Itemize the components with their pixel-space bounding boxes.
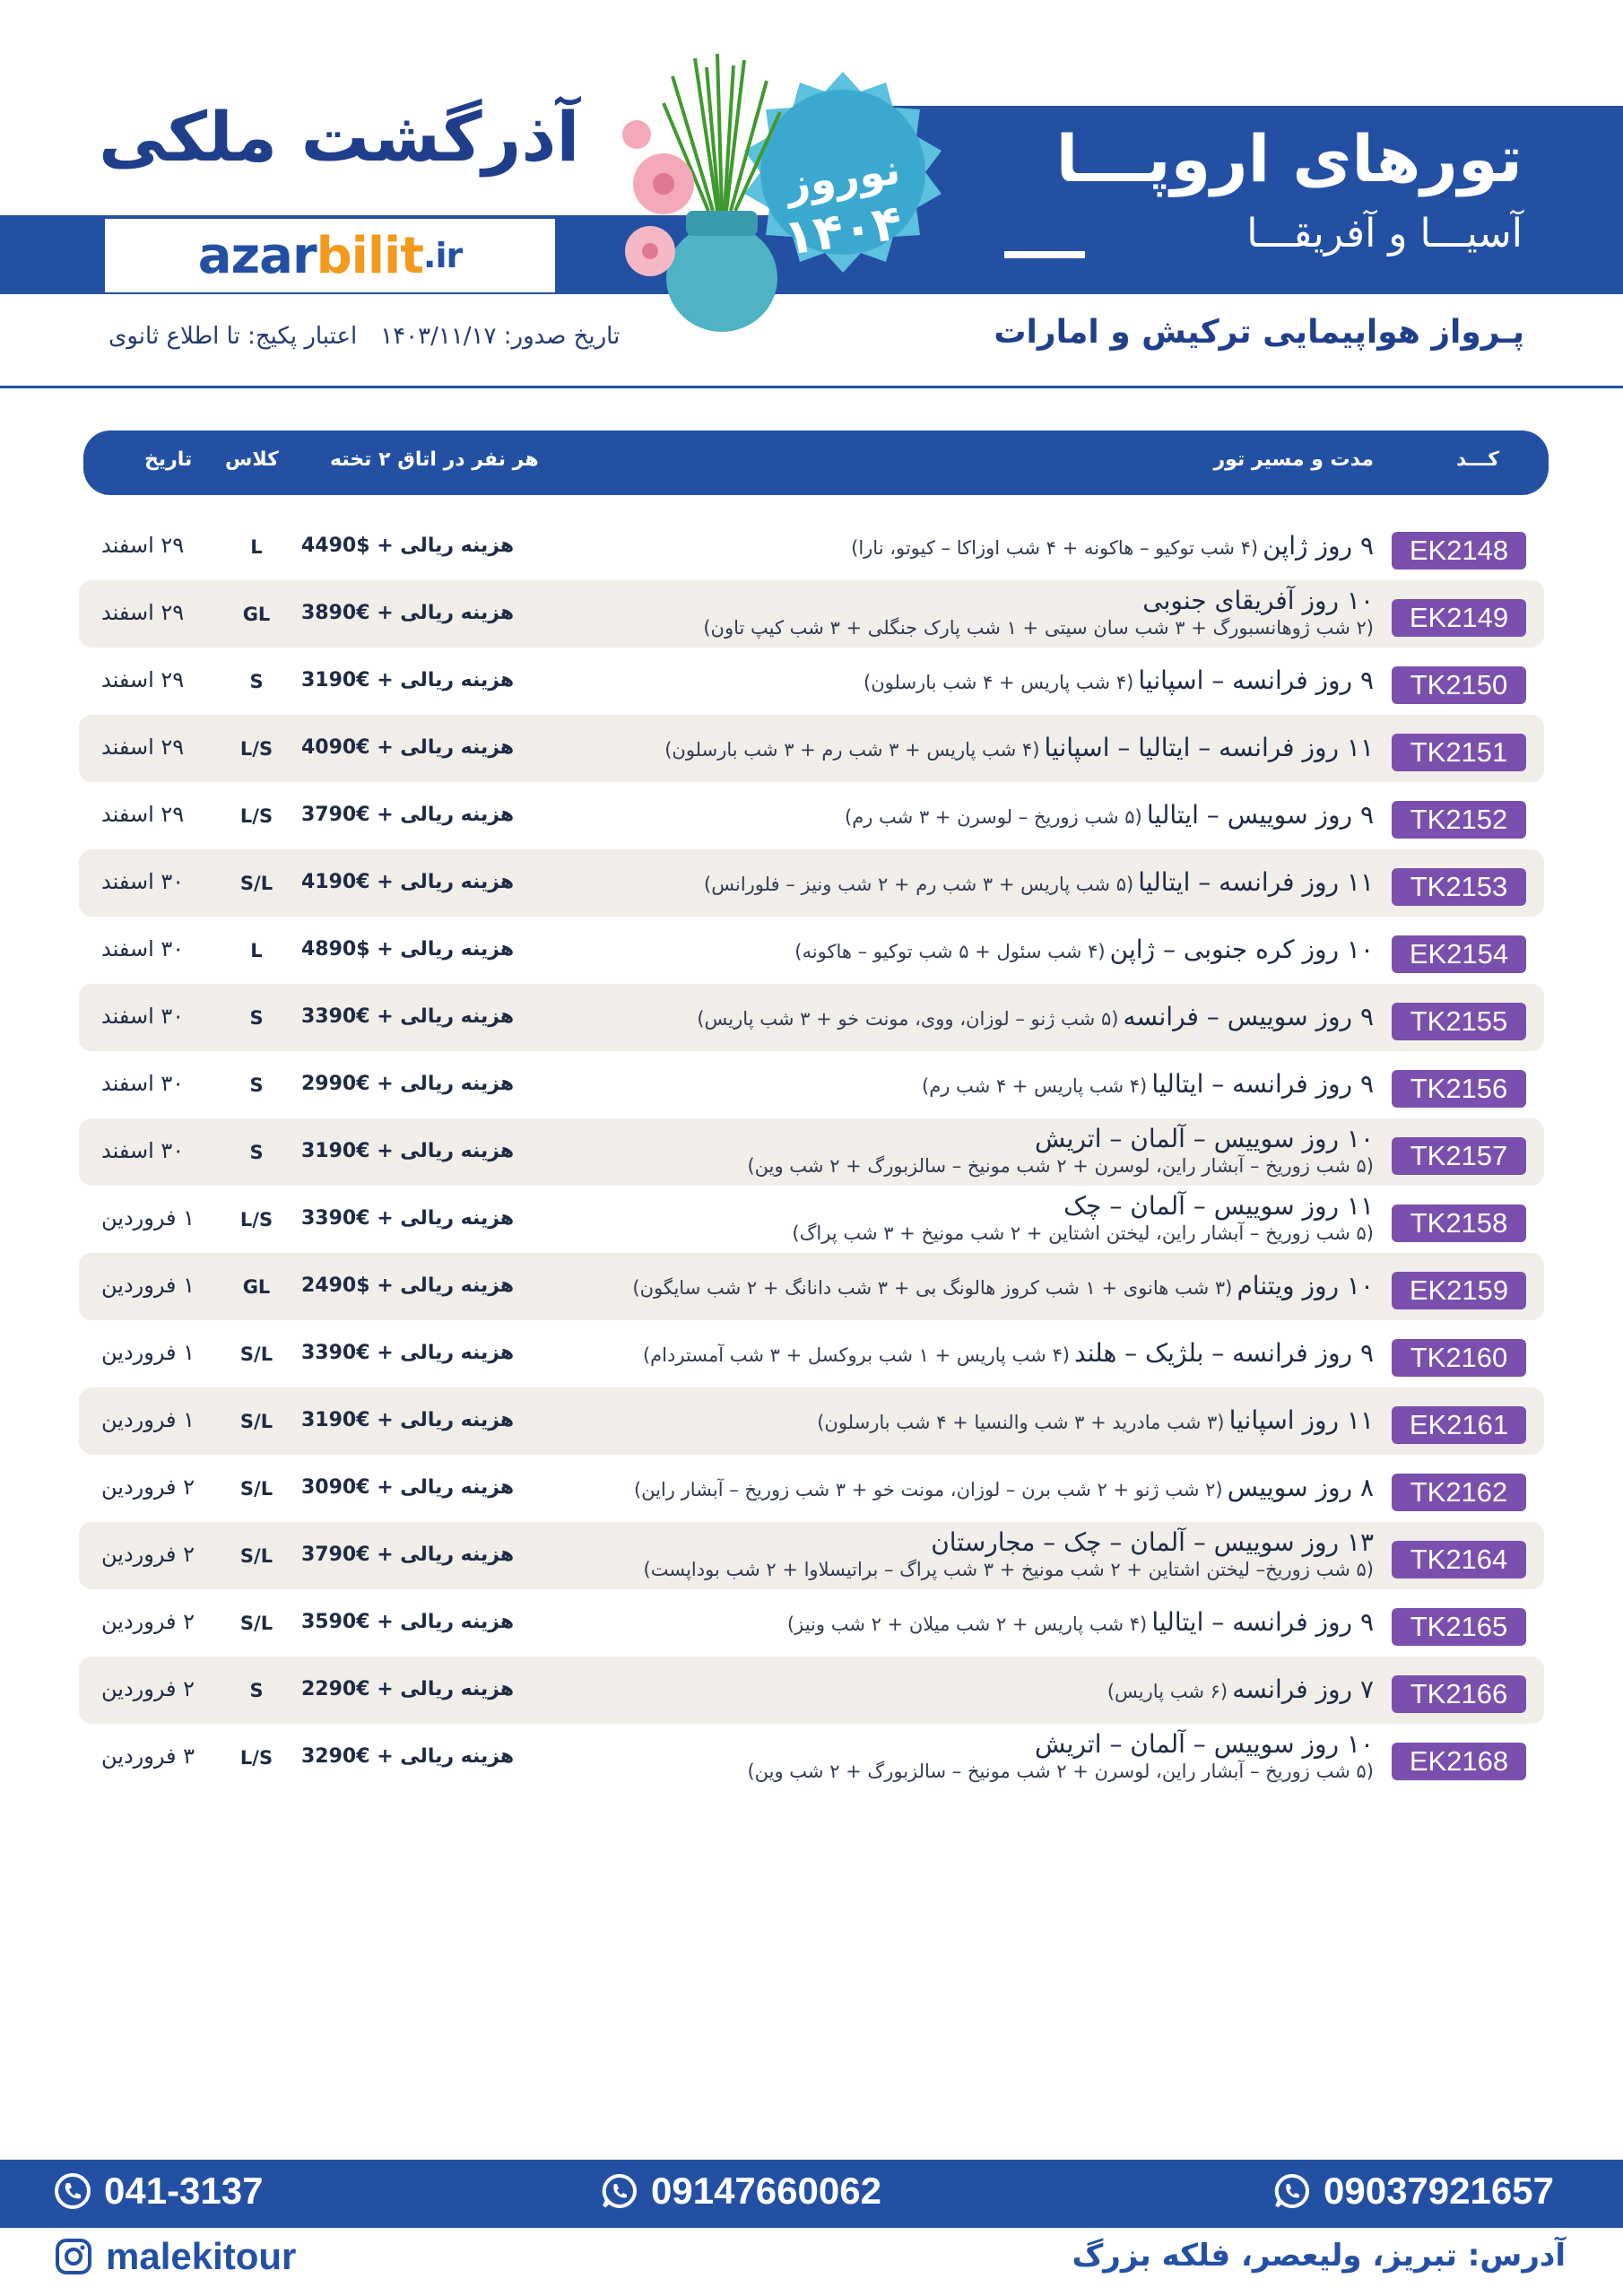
brand-url-part3: .ir	[423, 236, 463, 275]
tour-route	[531, 1527, 1374, 1581]
tour-title: ۱۰ روز ویتنام	[1237, 1271, 1374, 1300]
instagram-link[interactable]	[54, 2235, 296, 2278]
col-date: تاریخ	[144, 448, 193, 471]
tour-class: S/L	[239, 1545, 273, 1567]
tour-code: EK2148	[1392, 532, 1526, 570]
tour-detail: (۵ شب زوریخ – آبشار راین، لیختن اشتاین + ۲ شب مونیخ + ۳ شب پراگ)	[792, 1222, 1374, 1244]
page-title: تورهای اروپـــا	[1055, 121, 1523, 196]
tour-title: ۱۱ روز سوییس – آلمان – چک	[1063, 1191, 1374, 1221]
table-row[interactable]	[79, 1455, 1544, 1522]
tour-code: TK2166	[1392, 1675, 1526, 1713]
tour-price: هزینه ریالی + €3790	[301, 1544, 515, 1566]
tour-route	[531, 1124, 1374, 1178]
tour-title: ۹ روز ژاپن	[1263, 531, 1374, 561]
tour-code: EK2161	[1392, 1406, 1526, 1444]
tour-code: EK2168	[1392, 1743, 1526, 1780]
tour-title: ۱۰ روز کره جنوبی – ژاپن	[1109, 935, 1374, 964]
tour-code: TK2158	[1392, 1205, 1526, 1242]
table-row[interactable]	[79, 1186, 1544, 1253]
phone-mobile-1[interactable]	[601, 2170, 881, 2213]
tour-route	[531, 1069, 1374, 1099]
tour-route	[531, 733, 1374, 762]
tour-route	[531, 1674, 1374, 1704]
tour-code: TK2150	[1392, 666, 1526, 704]
tour-class: S/L	[239, 1478, 273, 1500]
sabzeh-vase-icon	[610, 49, 825, 336]
tour-route	[531, 1607, 1374, 1637]
instagram-handle: malekitour	[106, 2235, 297, 2277]
tour-date: ۲۹ اسفند	[101, 533, 185, 558]
tour-code: EK2159	[1392, 1272, 1526, 1309]
tour-detail: (۴ شب پاریس + ۱ شب بروکسل + ۳ شب آمستردام)	[642, 1344, 1070, 1366]
tour-route	[531, 1729, 1374, 1783]
tour-date: ۱ فروردین	[101, 1340, 195, 1365]
table-row[interactable]	[79, 1724, 1544, 1791]
tour-date: ۳۰ اسفند	[101, 936, 185, 961]
phone-landline[interactable]	[54, 2170, 264, 2213]
phone-icon	[54, 2172, 91, 2210]
tour-detail: (۵ شب زوریخ – آبشار راین، لوسرن + ۲ شب مونیخ – سالزبورگ + ۲ شب وین)	[747, 1155, 1374, 1177]
tour-class: L/S	[239, 1209, 273, 1231]
tour-route	[531, 800, 1374, 830]
tour-route	[531, 1271, 1374, 1300]
tour-code: TK2165	[1392, 1608, 1526, 1646]
table-row[interactable]	[79, 984, 1544, 1051]
brand-url-part1: azar	[197, 226, 317, 285]
tour-code: TK2157	[1392, 1137, 1526, 1175]
tour-code: TK2160	[1392, 1339, 1526, 1377]
tour-date: ۲۹ اسفند	[101, 667, 185, 692]
tour-price: هزینه ریالی + €2990	[301, 1073, 515, 1095]
table-row[interactable]	[79, 648, 1544, 715]
tour-title: ۹ روز فرانسه – بلژیک – هلند	[1074, 1338, 1374, 1368]
header-divider	[0, 386, 1623, 388]
tour-title: ۱۳ روز سوییس – آلمان – چک – مجارستان	[931, 1527, 1374, 1557]
table-row[interactable]	[79, 715, 1544, 782]
tour-class: L/S	[239, 738, 273, 760]
tour-price: هزینه ریالی + €3890	[301, 602, 515, 624]
tour-price: هزینه ریالی + €3190	[301, 1409, 515, 1431]
tour-date: ۲۹ اسفند	[101, 735, 185, 760]
badge-word: نوروز	[783, 144, 903, 209]
tour-class: S/L	[239, 1613, 273, 1634]
tour-route	[531, 531, 1374, 561]
tour-class: L	[250, 940, 263, 961]
tour-price: هزینه ریالی + €2290	[301, 1678, 515, 1700]
table-row[interactable]	[79, 917, 1544, 984]
tour-class: L/S	[239, 1747, 273, 1769]
col-code: کـــد	[1455, 448, 1499, 471]
tour-price: هزینه ریالی + €3390	[301, 1342, 515, 1364]
phone-mobile-2[interactable]	[1273, 2170, 1554, 2213]
issue-date: تاریخ صدور: ۱۴۰۳/۱۱/۱۷	[380, 323, 621, 350]
col-class: کلاس	[225, 448, 279, 471]
tour-price: هزینه ریالی + €4190	[301, 871, 515, 893]
tour-detail: (۲ شب ژوهانسبورگ + ۳ شب سان سیتی + ۱ شب پارک جنگلی + ۳ شب کیپ تاون)	[703, 617, 1374, 639]
tour-code: TK2153	[1392, 868, 1526, 906]
tour-detail: (۴ شب پاریس + ۴ شب بارسلون)	[864, 672, 1134, 693]
tour-detail: (۴ شب پاریس + ۲ شب میلان + ۲ شب ونیز)	[786, 1613, 1148, 1635]
tour-route	[531, 935, 1374, 964]
tour-date: ۲ فروردین	[101, 1474, 195, 1500]
tour-class: S	[249, 1007, 264, 1029]
tour-code: EK2154	[1392, 935, 1526, 973]
tour-price: هزینه ریالی + €3790	[301, 804, 515, 826]
tour-title: ۹ روز سوییس – فرانسه	[1123, 1002, 1374, 1031]
col-route: مدت و مسیر تور	[1213, 448, 1374, 471]
tour-route	[531, 1473, 1374, 1502]
instagram-icon	[54, 2237, 93, 2276]
tour-code: TK2164	[1392, 1541, 1526, 1578]
table-row[interactable]	[79, 1522, 1544, 1589]
table-header	[83, 430, 1549, 495]
tour-detail: (۵ شب زوریخ– لیختن اشتاین + ۲ شب مونیخ + ۳ شب پراگ – براتیسلاوا + ۲ شب بوداپست)	[643, 1559, 1374, 1580]
tour-title: ۸ روز سوییس	[1227, 1473, 1374, 1502]
tour-detail: (۲ شب ژنو + ۲ شب برن – لوزان، مونت خو + ۳ شب زوریخ – آبشار راین)	[633, 1479, 1223, 1500]
tour-class: S	[249, 1680, 264, 1701]
brand-url-part2: bilit	[316, 226, 424, 285]
tour-class: S	[249, 1074, 264, 1096]
tour-code: TK2151	[1392, 734, 1526, 771]
tour-class: S/L	[239, 1344, 273, 1365]
tour-price: هزینه ریالی + €3190	[301, 669, 515, 691]
tour-title: ۹ روز فرانسه – ایتالیا	[1151, 1069, 1374, 1099]
tour-title: ۷ روز فرانسه	[1232, 1674, 1374, 1704]
tour-code: TK2156	[1392, 1070, 1526, 1108]
table-row[interactable]	[79, 1320, 1544, 1387]
tour-title: ۹ روز فرانسه – ایتالیا	[1151, 1607, 1374, 1637]
tour-date: ۲۹ اسفند	[101, 600, 185, 625]
tour-title: ۱۱ روز فرانسه – ایتالیا	[1138, 867, 1374, 897]
col-price: هر نفر در اتاق ۲ تخته	[330, 448, 539, 471]
tour-date: ۳۰ اسفند	[101, 869, 185, 894]
tour-date: ۲ فروردین	[101, 1542, 195, 1567]
tour-price: هزینه ریالی + €3190	[301, 1140, 515, 1162]
tour-date: ۱ فروردین	[101, 1407, 195, 1432]
tour-detail: (۶ شب پاریس)	[1107, 1681, 1228, 1702]
tour-title: ۱۰ روز آفریقای جنوبی	[1142, 586, 1374, 615]
tour-price: هزینه ریالی + $2490	[301, 1274, 515, 1297]
tour-route	[531, 665, 1374, 695]
tour-price: هزینه ریالی + $4890	[301, 938, 515, 961]
table-row[interactable]	[79, 1253, 1544, 1320]
tour-detail: (۵ شب پاریس + ۳ شب رم + ۲ شب ونیز – فلورانس)	[704, 874, 1134, 895]
tour-class: S/L	[239, 873, 273, 894]
tour-price: هزینه ریالی + $4490	[301, 535, 515, 557]
phone-mobile-2-number: 09037921657	[1324, 2170, 1554, 2212]
tour-title: ۱۰ روز سوییس – آلمان – اتریش	[1034, 1729, 1374, 1759]
tour-date: ۱ فروردین	[101, 1273, 195, 1298]
tour-detail: (۴ شب پاریس + ۳ شب رم + ۳ شب بارسلون)	[664, 739, 1040, 761]
phone-landline-number: 041-3137	[104, 2170, 264, 2212]
tour-class: S	[249, 1142, 264, 1163]
tour-price: هزینه ریالی + €4090	[301, 736, 515, 759]
table-row[interactable]	[79, 849, 1544, 917]
tour-route	[531, 1405, 1374, 1435]
table-row[interactable]	[79, 1051, 1544, 1118]
brand-name: آذرگشت ملکی	[99, 97, 580, 177]
tour-date: ۳ فروردین	[101, 1744, 195, 1769]
table-row[interactable]	[79, 1387, 1544, 1455]
tour-title: ۹ روز فرانسه – اسپانیا	[1138, 665, 1374, 695]
tour-date: ۱ فروردین	[101, 1205, 195, 1231]
tour-route	[531, 867, 1374, 897]
table-row[interactable]	[79, 782, 1544, 849]
tour-date: ۲۹ اسفند	[101, 802, 185, 827]
tour-class: GL	[242, 1276, 271, 1298]
tour-date: ۳۰ اسفند	[101, 1004, 185, 1029]
tour-title: ۱۱ روز اسپانیا	[1228, 1405, 1374, 1435]
whatsapp-icon	[601, 2172, 638, 2210]
tour-title: ۱۰ روز سوییس – آلمان – اتریش	[1034, 1124, 1374, 1153]
whatsapp-icon	[1273, 2172, 1311, 2210]
subtitle-dash-left	[1004, 251, 1085, 258]
tour-date: ۲ فروردین	[101, 1676, 195, 1701]
tour-code: EK2149	[1392, 599, 1526, 637]
phone-mobile-1-number: 09147660062	[651, 2170, 881, 2212]
tour-detail: (۴ شب سئول + ۵ شب توکیو – هاکونه)	[794, 941, 1106, 962]
tour-route	[531, 1338, 1374, 1368]
tour-code: TK2162	[1392, 1474, 1526, 1511]
tour-class: S	[249, 671, 264, 692]
tour-route	[531, 1002, 1374, 1031]
table-row[interactable]	[79, 1589, 1544, 1657]
table-row[interactable]	[79, 580, 1544, 648]
tour-detail: (۳ شب مادرید + ۳ شب والنسیا + ۴ شب بارسلون)	[817, 1412, 1225, 1433]
tour-date: ۲ فروردین	[101, 1609, 195, 1634]
package-validity: اعتبار پکیج: تا اطلاع ثانوی	[108, 323, 358, 350]
tour-route	[531, 586, 1374, 639]
tour-price: هزینه ریالی + €3390	[301, 1207, 515, 1230]
address: آدرس: تبریز، ولیعصر، فلکه بزرگ	[1072, 2238, 1566, 2274]
tour-title: ۹ روز سوییس – ایتالیا	[1146, 800, 1374, 830]
tour-class: GL	[242, 604, 271, 625]
tour-price: هزینه ریالی + €3090	[301, 1476, 515, 1499]
tour-title: ۱۱ روز فرانسه – ایتالیا – اسپانیا	[1044, 733, 1374, 762]
issue-info	[85, 323, 620, 350]
tour-detail: (۵ شب ژنو – لوزان، ووی، مونت خو + ۳ شب پاریس)	[697, 1008, 1119, 1030]
tour-detail: (۵ شب زوریخ – آبشار راین، لوسرن + ۲ شب مونیخ – سالزبورگ + ۲ شب وین)	[747, 1761, 1374, 1782]
brand-logo[interactable]	[103, 217, 557, 294]
tour-class: L/S	[239, 805, 273, 827]
tour-price: هزینه ریالی + €3290	[301, 1745, 515, 1768]
tour-detail: (۴ شب پاریس + ۴ شب رم)	[922, 1075, 1148, 1097]
page-subtitle: آسیـــا و آفریقـــا	[1246, 211, 1523, 257]
tour-date: ۳۰ اسفند	[101, 1071, 185, 1096]
tour-detail: (۵ شب زوریخ – لوسرن + ۳ شب رم)	[845, 806, 1142, 828]
tour-detail: (۳ شب هانوی + ۱ شب کروز هالونگ بی + ۳ شب دانانگ + ۲ شب سایگون)	[632, 1277, 1233, 1299]
table-row[interactable]	[79, 1657, 1544, 1724]
tour-price: هزینه ریالی + €3590	[301, 1611, 515, 1633]
tour-detail: (۴ شب توکیو – هاکونه + ۴ شب اوزاکا – کیوتو، نارا)	[851, 537, 1259, 559]
tour-class: L	[250, 536, 263, 558]
tour-price: هزینه ریالی + €3390	[301, 1005, 515, 1028]
airline-info: پـرواز هواپیمایی ترکیش و امارات	[994, 314, 1524, 351]
badge-year: ۱۴۰۴	[780, 194, 906, 266]
tour-class: S/L	[239, 1411, 273, 1432]
table-row[interactable]	[79, 513, 1544, 580]
tour-code: TK2152	[1392, 801, 1526, 839]
tour-date: ۳۰ اسفند	[101, 1138, 185, 1163]
tour-route	[531, 1191, 1374, 1245]
tour-code: TK2155	[1392, 1003, 1526, 1040]
table-row[interactable]	[79, 1118, 1544, 1186]
